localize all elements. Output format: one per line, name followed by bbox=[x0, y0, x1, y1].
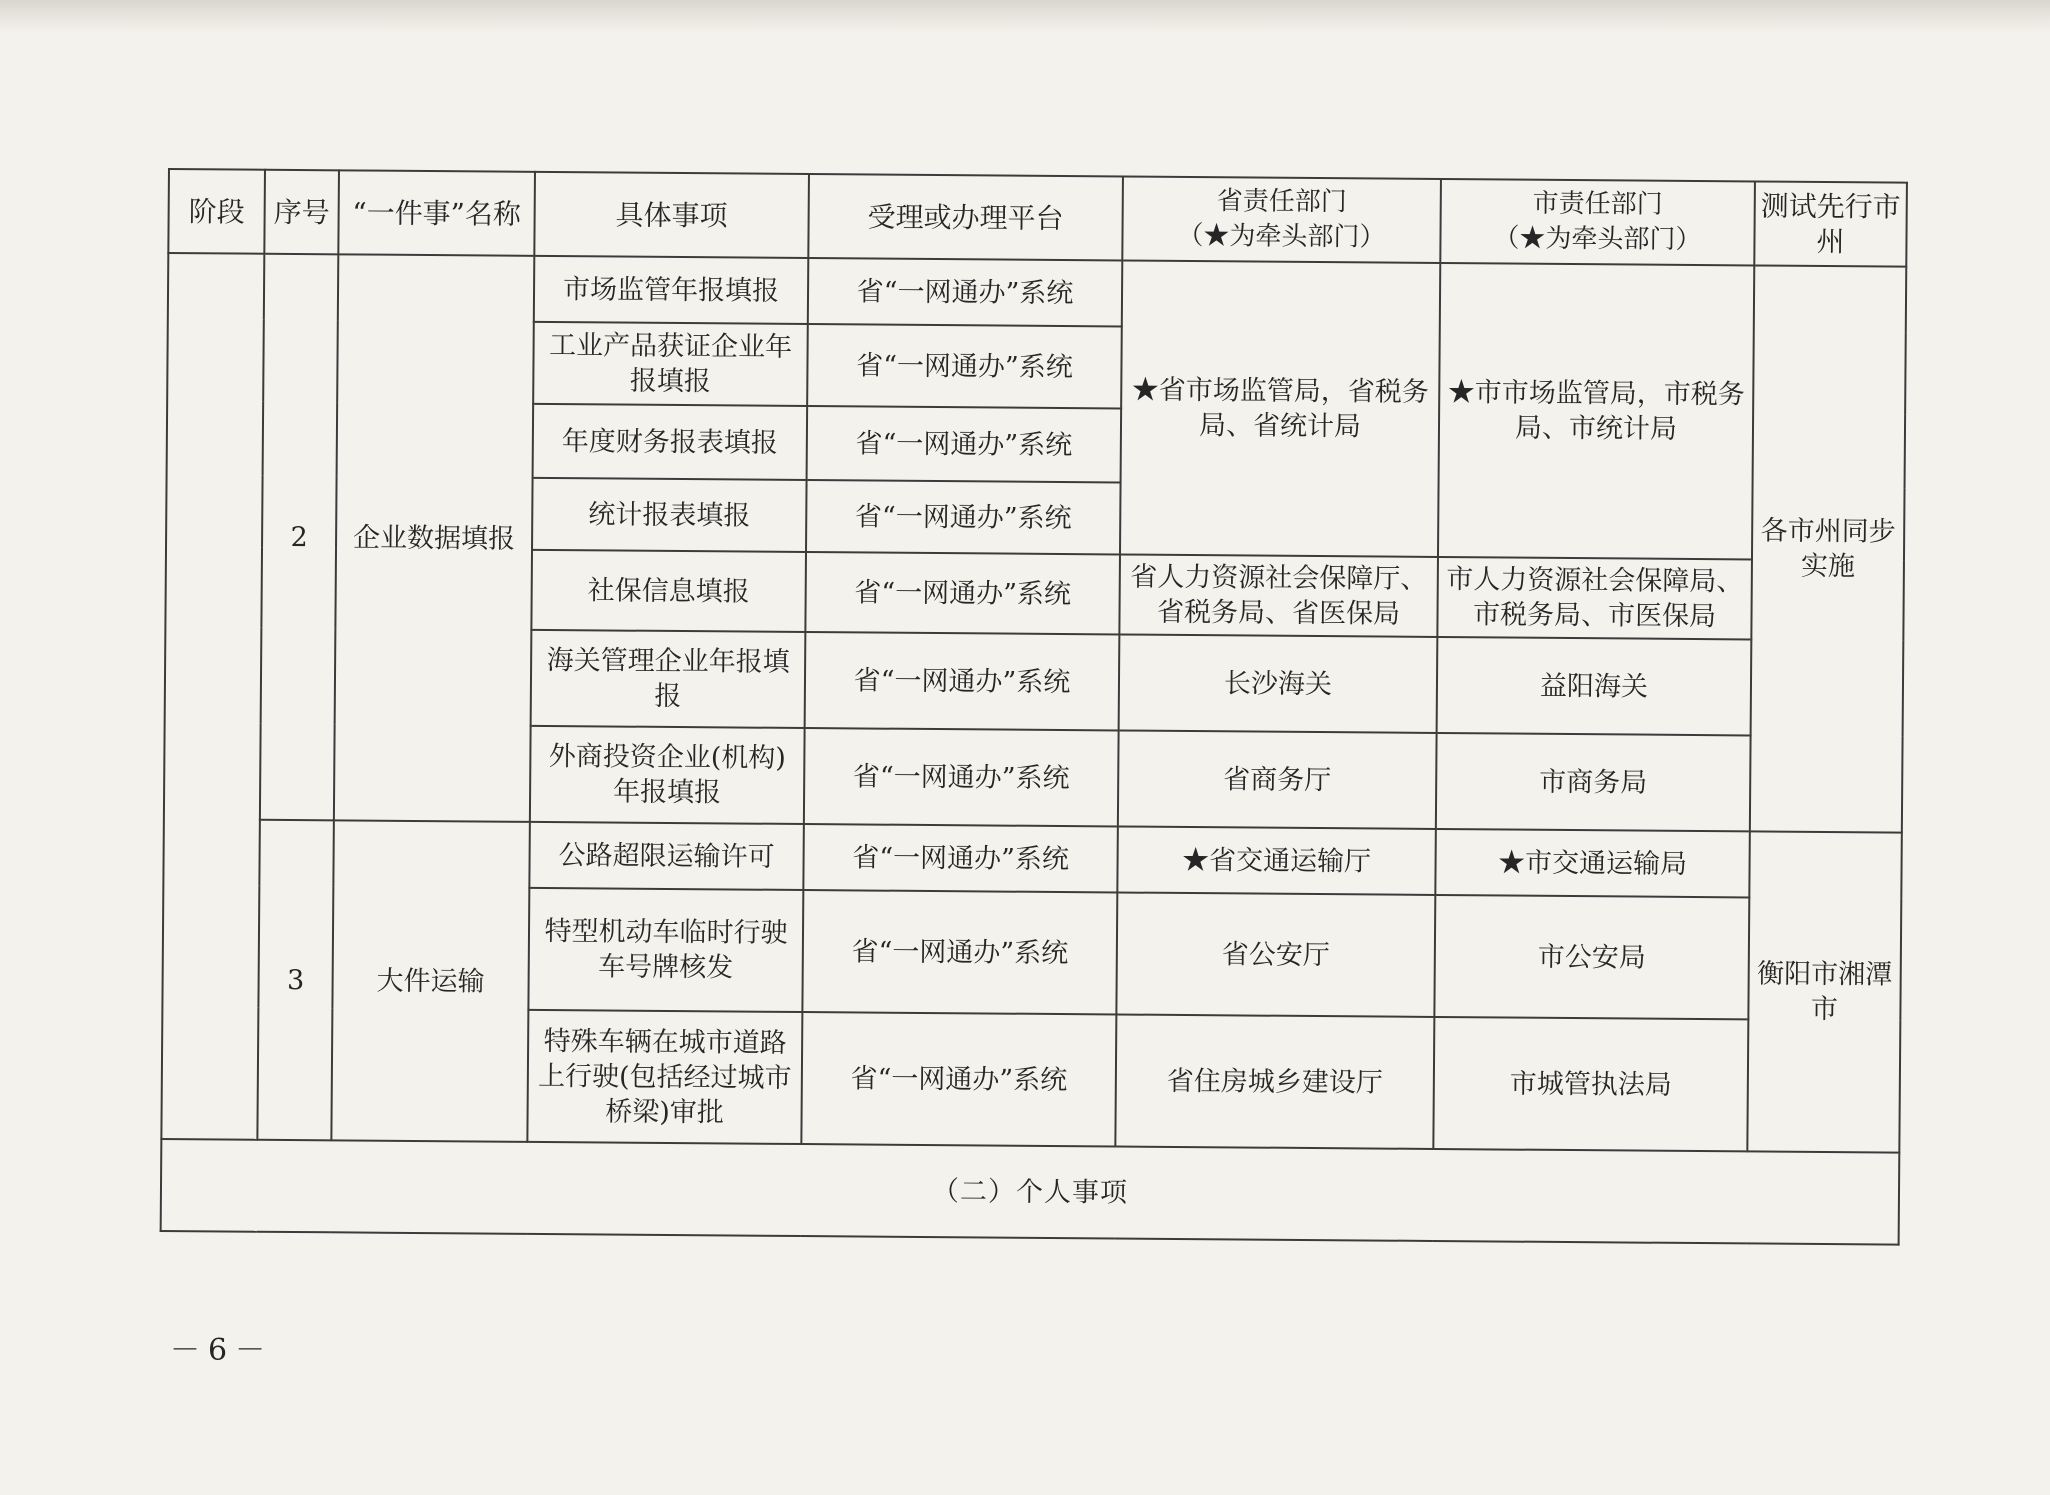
seq-cell: 3 bbox=[257, 820, 334, 1141]
province-dept-cell: 省公安厅 bbox=[1116, 892, 1435, 1016]
header-province-dept bbox=[1122, 177, 1441, 263]
province-dept-cell: 省商务厅 bbox=[1118, 730, 1437, 828]
header-city-dept bbox=[1440, 179, 1755, 265]
item-cell: 市场监管年报填报 bbox=[534, 256, 809, 324]
province-dept-cell: 省住房城乡建设厅 bbox=[1115, 1014, 1434, 1148]
platform-cell: 省“一网通办”系统 bbox=[807, 324, 1122, 408]
city-dept-cell: 益阳海关 bbox=[1437, 637, 1752, 735]
platform-cell: 省“一网通办”系统 bbox=[805, 552, 1120, 634]
responsibility-table bbox=[160, 168, 1908, 1246]
scan-edge-shadow bbox=[0, 0, 2050, 34]
table-row bbox=[168, 253, 1906, 333]
platform-cell: 省“一网通办”系统 bbox=[804, 728, 1119, 826]
province-dept-cell: 长沙海关 bbox=[1119, 634, 1438, 732]
city-dept-cell: ★市交通运输局 bbox=[1435, 829, 1750, 897]
header-item: 具体事项 bbox=[534, 172, 809, 258]
matter-name-cell: 大件运输 bbox=[331, 820, 530, 1142]
province-dept-cell: ★省交通运输厅 bbox=[1117, 826, 1436, 894]
pilot-city-cell: 各市州同步实施 bbox=[1750, 265, 1906, 832]
section-heading-personal: （二）个人事项 bbox=[161, 1139, 1900, 1245]
item-cell: 公路超限运输许可 bbox=[529, 822, 804, 890]
header-pilot-city: 测试先行市州 bbox=[1754, 181, 1907, 266]
header-province-dept-note: （★为牵头部门） bbox=[1177, 220, 1386, 253]
stage-cell bbox=[161, 253, 264, 1140]
province-dept-cell: ★省市场监管局，省税务局、省统计局 bbox=[1120, 260, 1440, 556]
header-city-dept-title: 市责任部门 bbox=[1532, 188, 1663, 220]
section-footer-row bbox=[161, 1139, 1900, 1245]
header-stage: 阶段 bbox=[168, 169, 265, 254]
city-dept-cell: ★市市场监管局，市税务局、市统计局 bbox=[1438, 263, 1754, 559]
platform-cell: 省“一网通办”系统 bbox=[807, 406, 1122, 482]
header-name: “一件事”名称 bbox=[338, 170, 535, 256]
seq-cell: 2 bbox=[260, 254, 338, 821]
city-dept-cell: 市商务局 bbox=[1436, 733, 1751, 831]
item-cell: 统计报表填报 bbox=[532, 478, 807, 552]
item-cell: 特型机动车临时行驶车号牌核发 bbox=[528, 888, 803, 1012]
page-number: －6－ bbox=[170, 1333, 274, 1368]
platform-cell: 省“一网通办”系统 bbox=[806, 480, 1121, 554]
platform-cell: 省“一网通办”系统 bbox=[802, 890, 1117, 1014]
matter-name-cell: 企业数据填报 bbox=[334, 254, 534, 822]
item-cell: 海关管理企业年报填报 bbox=[531, 630, 806, 728]
item-cell: 社保信息填报 bbox=[531, 550, 806, 632]
province-dept-cell: 省人力资源社会保障厅、省税务局、省医保局 bbox=[1119, 554, 1438, 636]
table-header-row bbox=[168, 169, 1907, 267]
item-cell: 工业产品获证企业年报填报 bbox=[533, 322, 808, 406]
pilot-city-cell: 衡阳市湘潭市 bbox=[1747, 831, 1902, 1152]
item-cell: 外商投资企业(机构)年报填报 bbox=[530, 726, 805, 824]
header-province-dept-title: 省责任部门 bbox=[1216, 186, 1347, 218]
city-dept-cell: 市城管执法局 bbox=[1433, 1017, 1748, 1151]
platform-cell: 省“一网通办”系统 bbox=[801, 1012, 1116, 1146]
city-dept-cell: 市公安局 bbox=[1434, 895, 1749, 1019]
city-dept-cell: 市人力资源社会保障局、市税务局、市医保局 bbox=[1437, 557, 1752, 639]
header-seq: 序号 bbox=[264, 170, 339, 255]
item-cell: 特殊车辆在城市道路上行驶(包括经过城市桥梁)审批 bbox=[527, 1010, 802, 1144]
item-cell: 年度财务报表填报 bbox=[533, 404, 808, 480]
header-city-dept-note: （★为牵头部门） bbox=[1493, 223, 1702, 256]
platform-cell: 省“一网通办”系统 bbox=[808, 258, 1123, 326]
platform-cell: 省“一网通办”系统 bbox=[805, 632, 1120, 730]
table-row bbox=[163, 819, 1901, 899]
header-platform: 受理或办理平台 bbox=[808, 174, 1123, 260]
platform-cell: 省“一网通办”系统 bbox=[803, 824, 1118, 892]
